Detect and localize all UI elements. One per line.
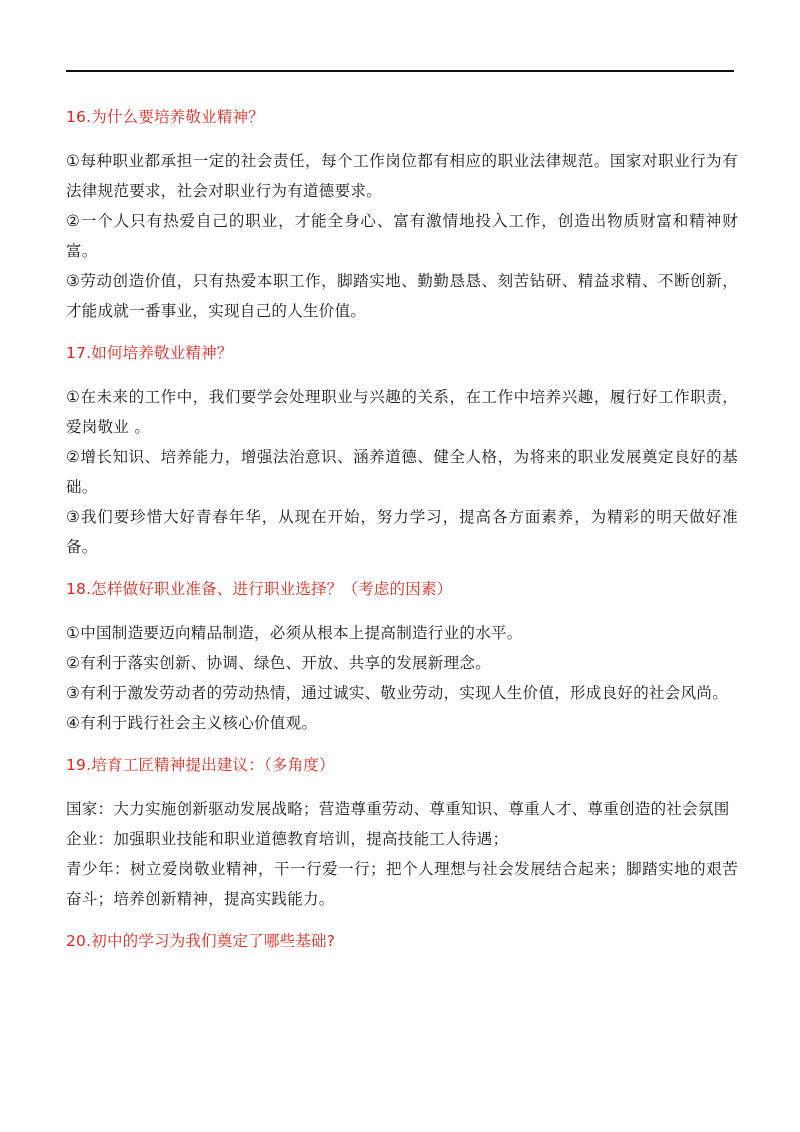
question-title: 20.初中的学习为我们奠定了哪些基础? (66, 932, 336, 950)
answer-paragraph: ①在未来的工作中，我们要学会处理职业与兴趣的关系，在工作中培养兴趣，履行好工作职责，爱岗敬业 。 (66, 388, 738, 436)
question-title: 19.培育工匠精神提出建议：（多角度） (66, 756, 335, 774)
question-title: 18.怎样做好职业准备、进行职业选择？（考虑的因素） (66, 580, 453, 598)
section-q16 (66, 102, 738, 326)
answer-paragraph: ②增长知识、培养能力，增强法治意识、涵养道德、健全人格，为将来的职业发展奠定良好的基础。 (66, 448, 738, 496)
header-rule (66, 70, 734, 72)
section-q17 (66, 338, 738, 562)
answer-paragraph: 企业：加强职业技能和职业道德教育培训，提高技能工人待遇； (66, 830, 509, 848)
answer-paragraph: 国家：大力实施创新驱动发展战略；营造尊重劳动、尊重知识、尊重人才、尊重创造的社会氛围 (66, 800, 730, 818)
question-title: 17.如何培养敬业精神？ (66, 344, 233, 362)
answer-paragraph: ②一个人只有热爱自己的职业，才能全身心、富有激情地投入工作，创造出物质财富和精神财富。 (66, 212, 738, 260)
question-title: 16.为什么要培养敬业精神？ (66, 108, 264, 126)
answer-paragraph: 青少年：树立爱岗敬业精神，干一行爱一行；把个人理想与社会发展结合起来；脚踏实地的艰苦奋斗；培养创新精神，提高实践能力。 (66, 860, 738, 908)
answer-paragraph: ③我们要珍惜大好青春年华，从现在开始，努力学习，提高各方面素养，为精彩的明天做好准备。 (66, 508, 738, 556)
answer-paragraph: ③有利于激发劳动者的劳动热情，通过诚实、敬业劳动，实现人生价值，形成良好的社会风尚。 (66, 684, 728, 702)
answer-paragraph: ①中国制造要迈向精品制造，必须从根本上提高制造行业的水平。 (66, 624, 523, 642)
section-q19 (66, 750, 738, 914)
answer-paragraph: ①每种职业都承担一定的社会责任，每个工作岗位都有相应的职业法律规范。国家对职业行为有法律规范要求，社会对职业行为有道德要求。 (66, 152, 738, 200)
answer-paragraph: ②有利于落实创新、协调、绿色、开放、共享的发展新理念。 (66, 654, 491, 672)
answer-paragraph: ③劳动创造价值，只有热爱本职工作，脚踏实地、勤勤恳恳、刻苦钻研、精益求精、不断创新，才能成就一番事业，实现自己的人生价值。 (66, 272, 738, 320)
section-q18 (66, 574, 738, 738)
document-body (66, 102, 738, 970)
section-q20 (66, 926, 738, 956)
answer-paragraph: ④有利于践行社会主义核心价值观。 (66, 714, 318, 732)
